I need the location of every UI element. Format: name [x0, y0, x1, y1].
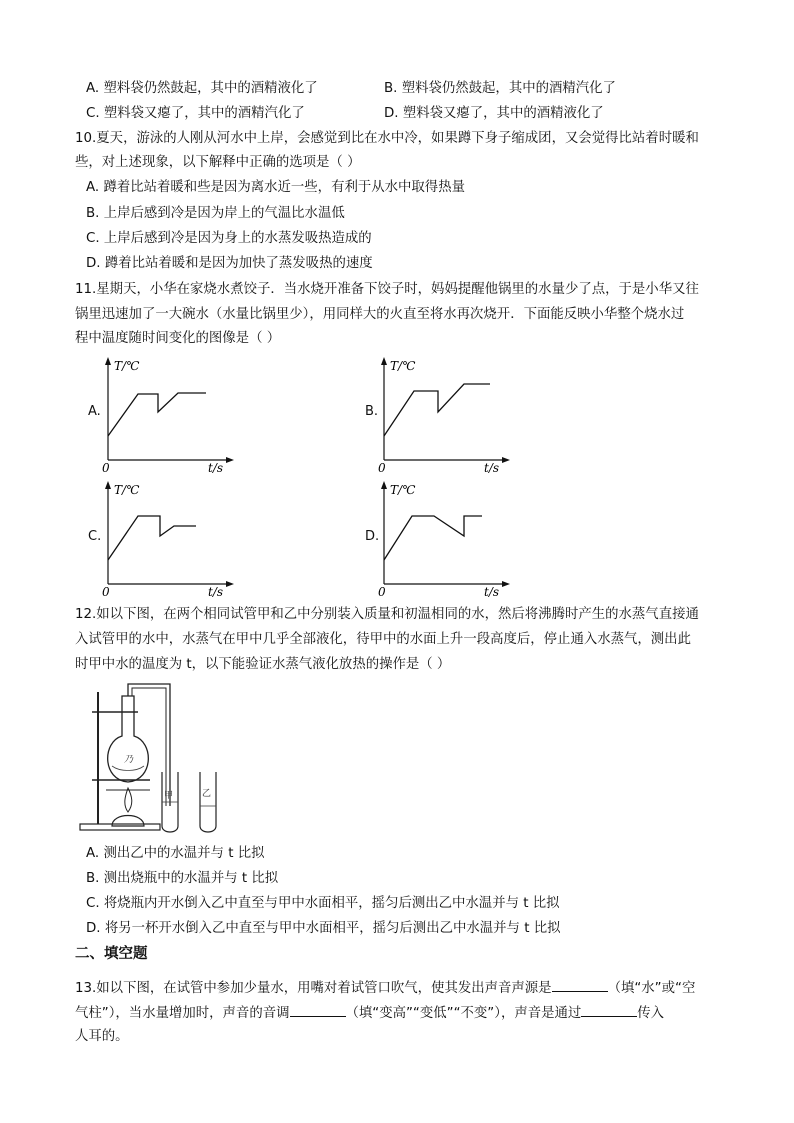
graph-d	[374, 480, 524, 598]
graph-a-label: A.	[88, 404, 101, 419]
y-axis-label: T/℃	[390, 483, 416, 497]
answer-blank-2[interactable]	[290, 1003, 346, 1017]
x-axis-arrow	[226, 457, 234, 463]
graph-a	[98, 356, 248, 474]
x-axis-label: t/s	[208, 461, 224, 474]
flame	[125, 788, 132, 812]
q10-option-b: B. 上岸后感到冷是因为岸上的气温比水温低	[86, 206, 345, 221]
graph-c-label: C.	[88, 529, 102, 544]
test-tube-jia-label: 甲	[164, 791, 174, 801]
x-axis-label: t/s	[208, 585, 224, 598]
q12-stem-line-2: 入试管甲的水中，水蒸气在甲中几乎全部液化，待甲中的水面上升一段高度后，停止通入水蒸气，测出此	[75, 632, 691, 647]
graph-c	[98, 480, 248, 598]
x-axis-arrow	[502, 581, 510, 587]
answer-blank-3[interactable]	[581, 1003, 637, 1017]
x-axis-label: t/s	[484, 461, 500, 474]
q12-option-b: B. 测出烧瓶中的水温并与 t 比拟	[86, 871, 279, 886]
y-axis-label: T/℃	[114, 483, 140, 497]
graph-b	[374, 356, 524, 474]
graph-d-label: D.	[365, 529, 380, 544]
q10-option-a: A. 蹲着比站着暖和些是因为离水近一些，有利于从水中取得热量	[86, 180, 465, 195]
apparatus-figure	[78, 676, 238, 836]
section-title: 二、填空题	[75, 946, 148, 962]
x-axis-label: t/s	[484, 585, 500, 598]
q11-stem-line-2: 锅里迅速加了一大碗水（水量比锅里少），用同样大的火直至将水再次烧开．下面能反映小华整个烧水过	[75, 307, 685, 322]
q10-stem-line-1: 10.夏天，游泳的人刚从河水中上岸，会感觉到比在水中冷，如果蹲下身子缩成团，又会觉得比站着时暖和	[75, 131, 699, 146]
q9-option-c: C. 塑料袋又瘪了，其中的酒精汽化了	[86, 106, 305, 121]
q12-option-a: A. 测出乙中的水温并与 t 比拟	[86, 846, 265, 861]
test-tube-yi	[200, 772, 216, 832]
origin-label: 0	[102, 461, 110, 474]
q10-option-c: C. 上岸后感到冷是因为身上的水蒸发吸热造成的	[86, 231, 372, 246]
q11-stem-line-1: 11.星期天，小华在家烧水煮饺子．当水烧开准备下饺子时，妈妈提醒他锅里的水量少了点，于是小华又往	[75, 282, 699, 297]
q12-option-c: C. 将烧瓶内开水倒入乙中直至与甲中水面相平，摇匀后测出乙中水温并与 t 比拟	[86, 896, 560, 911]
q12-stem-line-3: 时甲中水的温度为 t，以下能验证水蒸气液化放热的操作是（ ）	[75, 657, 451, 672]
x-axis-arrow	[502, 457, 510, 463]
stand-base	[80, 824, 160, 830]
y-axis-label: T/℃	[114, 359, 140, 373]
q9-option-b: B. 塑料袋仍然鼓起，其中的酒精汽化了	[384, 81, 616, 96]
y-axis-label: T/℃	[390, 359, 416, 373]
flask	[108, 696, 149, 782]
q9-option-d: D. 塑料袋又瘪了，其中的酒精液化了	[384, 106, 604, 121]
temperature-curve	[384, 516, 482, 560]
q12-stem-line-1: 12.如以下图，在两个相同试管甲和乙中分别装入质量和初温相同的水，然后将沸腾时产生的水蒸气直接通	[75, 607, 699, 622]
origin-label: 0	[378, 585, 386, 598]
y-axis-arrow	[381, 481, 387, 489]
y-axis-arrow	[105, 481, 111, 489]
q10-option-d: D. 蹲着比站着暖和是因为加快了蒸发吸热的速度	[86, 256, 373, 271]
q13-text-4: （填“变高”“变低”“不变”），声音是通过	[345, 1006, 582, 1021]
q11-stem-line-3: 程中温度随时间变化的图像是（ ）	[75, 331, 281, 346]
q13-text-2: （填“水”或“空	[607, 981, 696, 996]
y-axis-arrow	[381, 357, 387, 365]
q13-line-3: 人耳的。	[75, 1029, 129, 1044]
temperature-curve	[384, 384, 490, 436]
test-tube-yi-label: 乙	[202, 789, 212, 799]
q13-text-5: 传入	[637, 1006, 665, 1021]
q13-text-1: 13.如以下图，在试管中参加少量水，用嘴对着试管口吹气，使其发出声音声源是	[75, 981, 552, 996]
origin-label: 0	[102, 585, 110, 598]
svg-text:乃: 乃	[124, 755, 134, 765]
q13-text-3: 气柱”），当水量增加时，声音的音调	[75, 1006, 290, 1021]
origin-label: 0	[378, 461, 386, 474]
q13-line-2	[75, 1003, 664, 1023]
q12-option-d: D. 将另一杯开水倒入乙中直至与甲中水面相平，摇匀后测出乙中水温并与 t 比拟	[86, 921, 561, 936]
temperature-curve	[108, 516, 196, 560]
q10-stem-line-2: 些，对上述现象，以下解释中正确的选项是（ ）	[75, 155, 361, 170]
temperature-curve	[108, 393, 206, 436]
graph-b-label: B.	[365, 404, 379, 419]
answer-blank-1[interactable]	[552, 978, 608, 992]
y-axis-arrow	[105, 357, 111, 365]
x-axis-arrow	[226, 581, 234, 587]
q9-option-a: A. 塑料袋仍然鼓起，其中的酒精液化了	[86, 81, 318, 96]
q13-line-1	[75, 978, 695, 998]
